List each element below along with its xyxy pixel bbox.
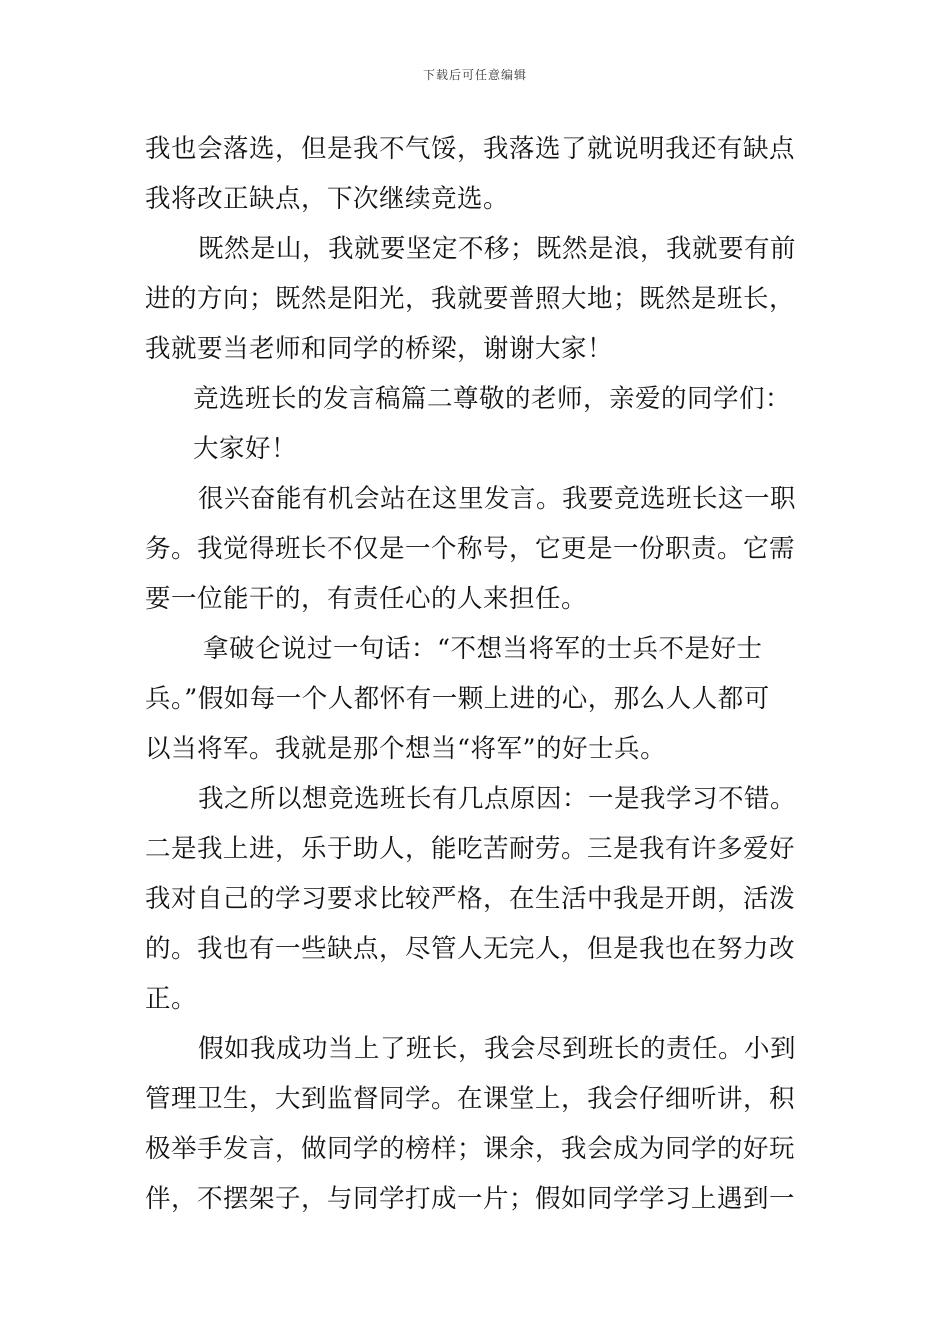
text-line: 管理卫生，大到监督同学。在课堂上，我会仔细听讲，积	[145, 1084, 796, 1114]
text-line: 既然是山，我就要坚定不移；既然是浪，我就要有前	[198, 234, 797, 264]
text-line: 大家好！	[193, 434, 298, 464]
page-header: 下载后可任意编辑	[422, 68, 527, 82]
text-line: 正。	[145, 984, 198, 1014]
text-line: 我也会落选，但是我不气馁，我落选了就说明我还有缺点	[145, 134, 796, 164]
text-line: 要一位能干的，有责任心的人来担任。	[145, 584, 588, 614]
text-line: 进的方向；既然是阳光，我就要普照大地；既然是班长，	[145, 284, 796, 314]
text-line: 以当将军。我就是那个想当“将军”的好士兵。	[145, 734, 667, 764]
text-line: 我对自己的学习要求比较严格，在生活中我是开朗，活泼	[145, 884, 796, 914]
text-line: 竞选班长的发言稿篇二尊敬的老师，亲爱的同学们：	[193, 384, 792, 414]
text-line: 务。我觉得班长不仅是一个称号，它更是一份职责。它需	[145, 534, 796, 564]
text-line: 假如我成功当上了班长，我会尽到班长的责任。小到	[198, 1034, 797, 1064]
text-line: 兵。”假如每一个人都怀有一颗上进的心，那么人人都可	[145, 684, 770, 714]
text-line: 很兴奋能有机会站在这里发言。我要竞选班长这一职	[198, 484, 797, 514]
text-line: 我就要当老师和同学的桥梁，谢谢大家！	[145, 334, 614, 364]
text-line: 极举手发言，做同学的榜样；课余，我会成为同学的好玩	[145, 1134, 796, 1164]
text-line: 伴，不摆架子，与同学打成一片；假如同学学习上遇到一	[145, 1184, 796, 1214]
text-line: 我将改正缺点，下次继续竞选。	[145, 184, 510, 214]
text-line: 我之所以想竞选班长有几点原因：一是我学习不错。	[198, 784, 797, 814]
text-line: 二是我上进，乐于助人，能吃苦耐劳。三是我有许多爱好	[145, 834, 796, 864]
text-line: 拿破仑说过一句话：“不想当将军的士兵不是好士	[203, 634, 763, 664]
text-line: 的。我也有一些缺点，尽管人无完人，但是我也在努力改	[145, 934, 796, 964]
